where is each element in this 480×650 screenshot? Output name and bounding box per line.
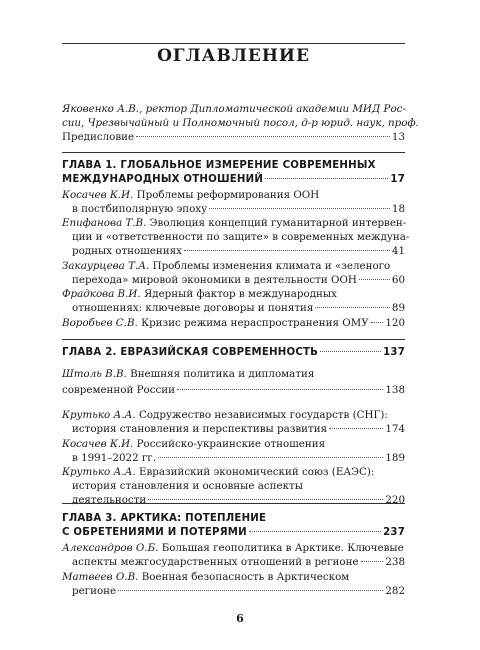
entry-author: Штоль В.В.: [62, 368, 127, 380]
toc-entry[interactable]: [62, 316, 405, 330]
page-ref: 220: [385, 494, 405, 506]
chapter-heading: МЕЖДУНАРОДНЫХ ОТНОШЕНИЙ: [62, 174, 264, 185]
toc-entry[interactable]: [62, 366, 405, 398]
entry-text: ции и «ответственности по защите» в современных междуна-: [72, 231, 410, 243]
dot-leader: [209, 208, 390, 209]
chapter-heading: С ОБРЕТЕНИЯМИ И ПОТЕРЯМИ: [62, 527, 247, 538]
page-ref: 174: [385, 423, 405, 435]
toc-chapter-2[interactable]: [62, 346, 405, 360]
chapter-heading: ГЛАВА 3. АРКТИКА: ПОТЕПЛЕНИЕ: [62, 513, 267, 524]
entry-text: регионе: [72, 585, 117, 597]
toc-entry[interactable]: [62, 570, 405, 598]
toc-entry[interactable]: [62, 437, 405, 465]
page-ref: 41: [391, 245, 405, 257]
entry-text: Ядерный фактор в международных: [143, 288, 337, 300]
dot-leader: [158, 457, 383, 458]
entry-text: Проблемы изменения климата и «зеленого: [152, 260, 391, 272]
entry-text: Военная безопасность в Арктическом: [141, 571, 350, 583]
dot-leader: [184, 250, 390, 251]
entry-text: в 1991–2022 гг.: [72, 452, 156, 464]
toc-entry[interactable]: [62, 287, 405, 315]
entry-text: перехода» мировой экономики в деятельности ООН: [72, 274, 357, 286]
page-ref: 120: [385, 317, 405, 329]
entry-text: Проблемы реформирования ООН: [136, 189, 320, 201]
entry-text: Евразийский экономический союз (ЕАЭС):: [138, 466, 375, 478]
entry-text: Российско-украинские отношения: [136, 438, 326, 450]
entry-author: Крутько А.А.: [62, 409, 136, 421]
dot-leader: [359, 279, 390, 280]
dot-leader: [136, 136, 390, 137]
entry-text: отношениях: ключевые договоры и понятия: [72, 302, 314, 314]
toc-entry[interactable]: [62, 188, 405, 216]
dot-leader: [148, 499, 383, 500]
entry-author: Воробьев С.В.: [62, 317, 138, 329]
dot-leader: [177, 389, 383, 390]
entry-author: Косачев К.И.: [62, 189, 134, 201]
entry-author: Крутько А.А.: [62, 466, 136, 478]
page-ref: 18: [391, 203, 405, 215]
toc-entry[interactable]: [62, 216, 410, 258]
section-divider: [62, 339, 405, 340]
page-ref: 89: [391, 302, 405, 314]
top-rule: [62, 43, 405, 44]
toc-entry[interactable]: [62, 259, 405, 287]
entry-author: Закаурцева Т.А.: [62, 260, 150, 272]
dot-leader: [361, 561, 384, 562]
entry-author: Фрадкова В.И.: [62, 288, 141, 300]
page-ref: 238: [385, 556, 405, 568]
toc-chapter-3[interactable]: [62, 512, 405, 540]
entry-text: Кризис режима нераспространения ОМУ: [141, 317, 369, 329]
page-ref: 282: [385, 585, 405, 597]
entry-text: сии, Чрезвычайный и Полномочный посол, д-р юрид. наук, проф.: [62, 117, 419, 129]
entry-text: история становления и перспективы развития: [72, 423, 328, 435]
page-ref: 60: [391, 274, 405, 286]
entry-text: современной России: [62, 384, 175, 396]
toc-entry[interactable]: [62, 465, 405, 507]
entry-author: Косачев К.И.: [62, 438, 134, 450]
page-ref: 138: [385, 384, 405, 396]
toc-entry[interactable]: [62, 408, 405, 436]
page-ref: 137: [383, 347, 405, 358]
dot-leader: [315, 307, 389, 308]
entry-author: Яковенко А.В.,: [62, 103, 143, 115]
page-ref: 189: [385, 452, 405, 464]
entry-text: аспекты межгосударственных отношений в регионе: [72, 556, 359, 568]
page-title: ОГЛАВЛЕНИЕ: [157, 46, 310, 66]
section-divider: [62, 152, 405, 153]
dot-leader: [249, 531, 381, 532]
entry-text: Большая геополитика в Арктике. Ключевые: [161, 542, 404, 554]
toc-chapter-1[interactable]: [62, 159, 405, 187]
entry-author: Епифанова Т.В.: [62, 217, 147, 229]
entry-text: история становления и основные аспекты: [72, 480, 303, 492]
page-ref: 13: [391, 131, 405, 143]
page-number: 6: [236, 612, 244, 625]
chapter-heading: ГЛАВА 1. ГЛОБАЛЬНОЕ ИЗМЕРЕНИЕ СОВРЕМЕННЫХ: [62, 160, 376, 171]
dot-leader: [329, 428, 383, 429]
entry-text: Содружество независимых государств (СНГ):: [138, 409, 388, 421]
chapter-heading: ГЛАВА 2. ЕВРАЗИЙСКАЯ СОВРЕМЕННОСТЬ: [62, 347, 319, 358]
entry-text: родных отношениях: [72, 245, 182, 257]
dot-leader: [371, 322, 384, 323]
page-ref: 17: [390, 174, 405, 185]
entry-text: Предисловие: [62, 131, 135, 143]
entry-author: Александров О.Б.: [62, 542, 159, 554]
toc-entry[interactable]: [62, 541, 405, 569]
dot-leader: [118, 590, 383, 591]
dot-leader: [320, 351, 381, 352]
page-ref: 237: [383, 527, 405, 538]
dot-leader: [265, 178, 388, 179]
entry-author: Матвеев О.В.: [62, 571, 139, 583]
entry-text: Эволюция концепций гуманитарной интервен-: [149, 217, 407, 229]
entry-text: в постбиполярную эпоху: [72, 203, 208, 215]
section-divider: [62, 503, 405, 504]
toc-entry-preface[interactable]: [62, 102, 419, 144]
entry-text: Внешняя политика и дипломатия: [130, 368, 315, 380]
entry-text: деятельности: [72, 494, 147, 506]
entry-text: ректор Дипломатической академии МИД Рос-: [145, 103, 406, 115]
